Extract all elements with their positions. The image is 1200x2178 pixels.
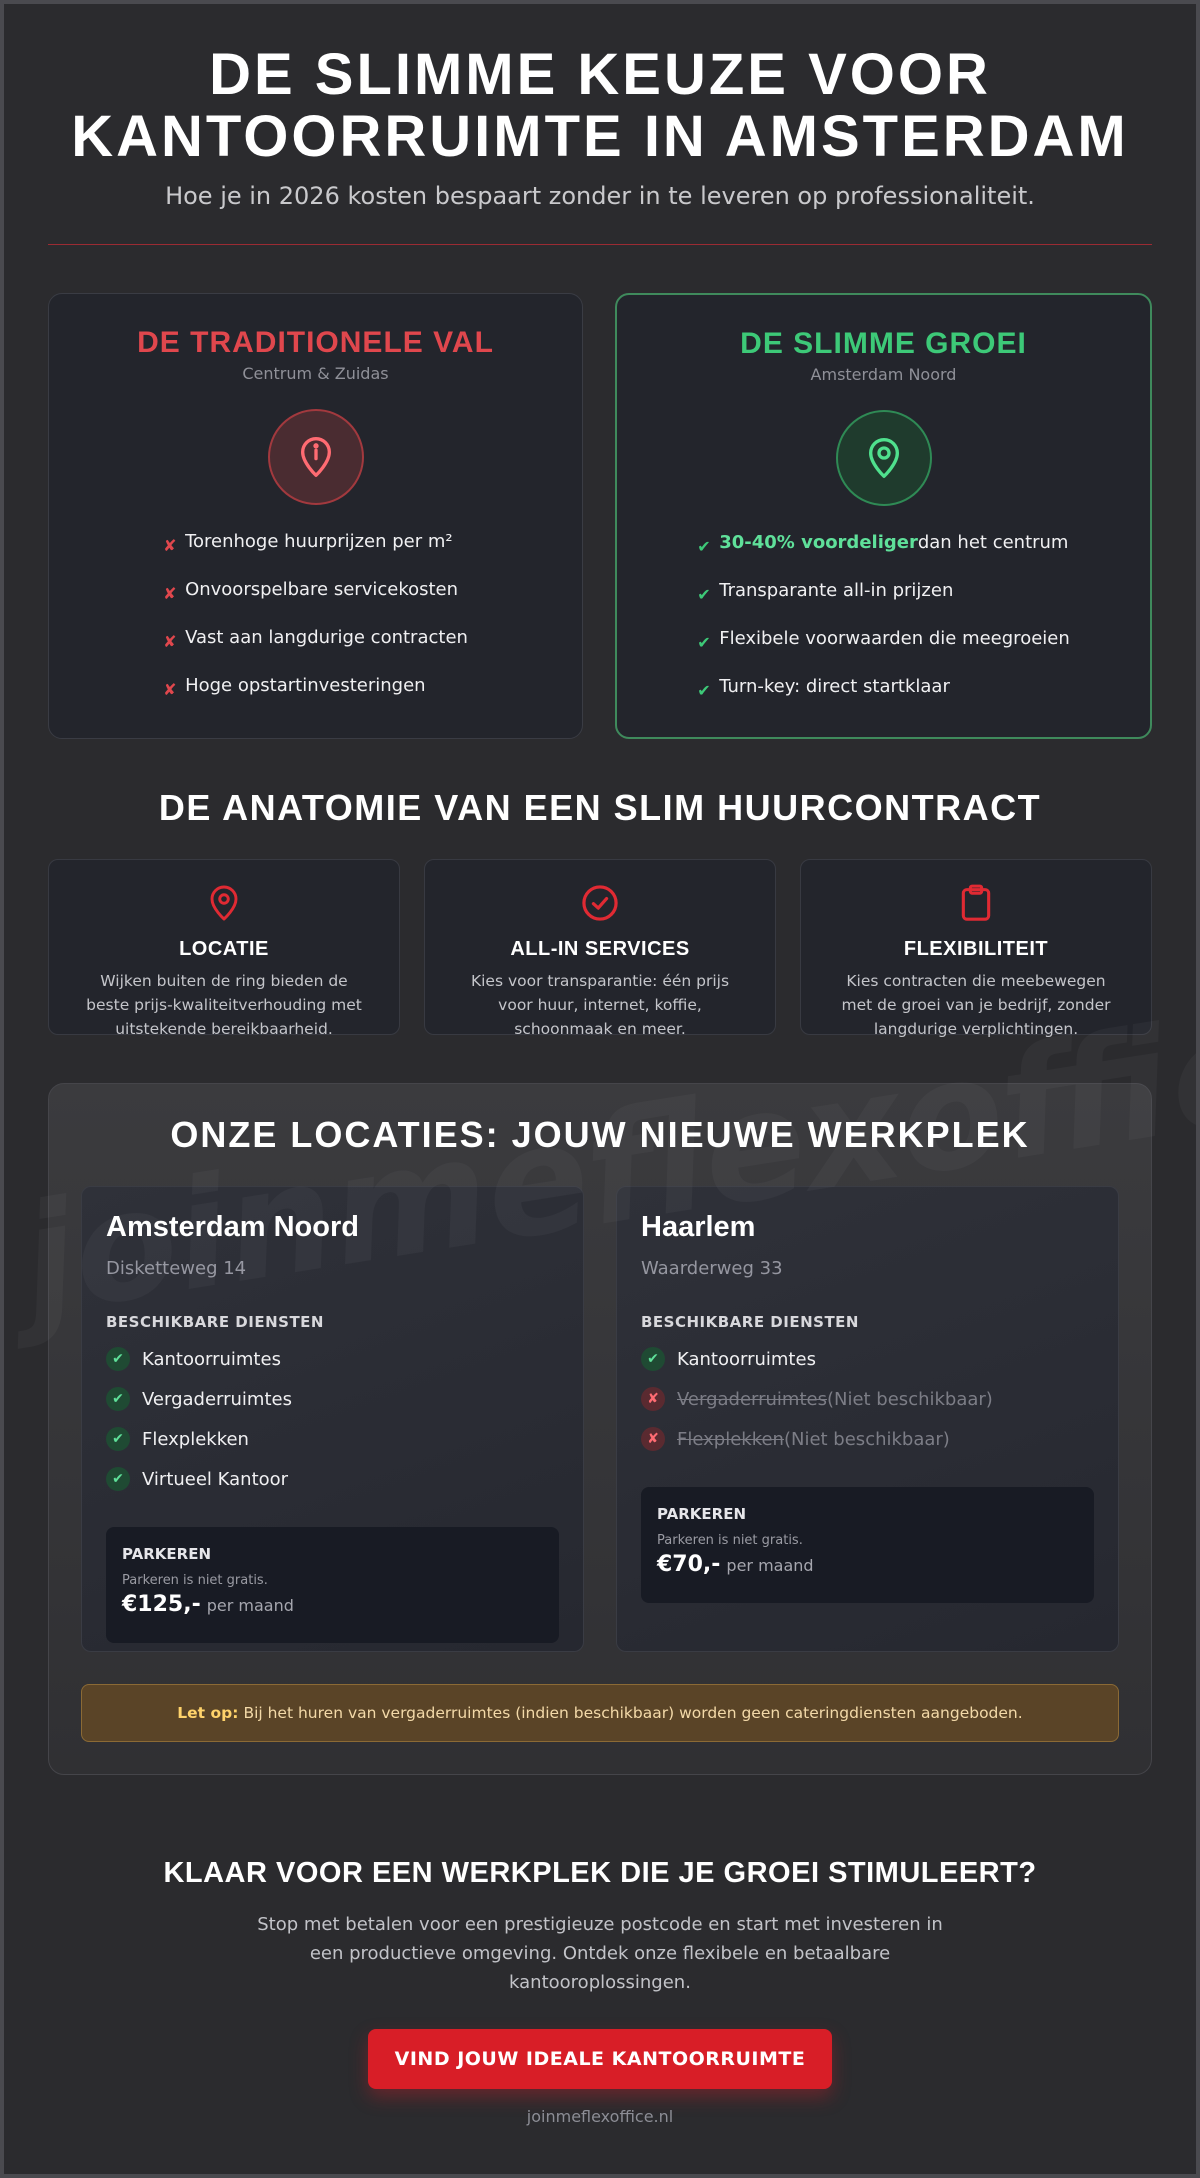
location-address: Disketteweg 14 xyxy=(106,1258,247,1279)
list-item: ✘ Onvoorspelbare servicekosten xyxy=(163,579,459,603)
traditional-card xyxy=(48,293,583,739)
parking-box xyxy=(106,1527,559,1643)
map-pin-icon xyxy=(77,884,371,924)
service-item: ✔ Virtueel Kantoor xyxy=(106,1459,559,1499)
check-circle-icon xyxy=(453,884,747,924)
traditional-list xyxy=(163,531,468,723)
location-name: Amsterdam Noord xyxy=(106,1211,359,1243)
list-item: ✔ Turn-key: direct startklaar xyxy=(697,676,950,700)
cross-icon: ✘ xyxy=(163,584,177,603)
check-icon: ✔ xyxy=(697,537,711,556)
check-icon: ✔ xyxy=(106,1427,130,1451)
anatomy-card-desc: Wijken buiten de ring bieden de beste prijs-kwaliteitverhouding met uitstekende bereikbaarheid. xyxy=(86,972,362,1038)
anatomy-card-flexibiliteit xyxy=(800,859,1152,1038)
anatomy-card-title: ALL-IN SERVICES xyxy=(510,938,690,960)
parking-note: Parkeren is niet gratis. xyxy=(657,1533,803,1548)
anatomy-card-title: FLEXIBILITEIT xyxy=(903,938,1049,960)
anatomy-section xyxy=(4,829,1196,1038)
page-subtitle: Hoe je in 2026 kosten bespaart zonder in te leveren op professionaliteit. xyxy=(165,182,1035,210)
cta-section xyxy=(4,1857,1196,2126)
smart-card xyxy=(615,293,1152,739)
notice-text: Bij het huren van vergaderruimtes (indien beschikbaar) worden geen cateringdiensten aangeboden. xyxy=(243,1704,1023,1722)
cross-icon: ✘ xyxy=(163,680,177,699)
anatomy-card-locatie xyxy=(48,859,400,1038)
cross-icon: ✘ xyxy=(163,632,177,651)
parking-amount: €70,- xyxy=(657,1552,721,1577)
check-icon: ✔ xyxy=(106,1387,130,1411)
parking-price xyxy=(657,1552,1078,1577)
comparison-section xyxy=(4,245,1196,739)
list-item: ✘ Vast aan langdurige contracten xyxy=(163,627,468,651)
services-list xyxy=(641,1339,1094,1459)
map-pin-icon xyxy=(836,410,932,506)
parking-price xyxy=(122,1592,543,1617)
list-item: ✔ 30-40% voordeligerdan het centrum xyxy=(697,532,1069,556)
smart-list xyxy=(697,532,1070,724)
anatomy-card-services xyxy=(424,859,776,1038)
services-heading: BESCHIKBARE DIENSTEN xyxy=(106,1313,324,1331)
cross-icon: ✘ xyxy=(163,536,177,555)
parking-period: per maand xyxy=(206,1596,294,1615)
location-card-noord xyxy=(81,1186,584,1652)
parking-note: Parkeren is niet gratis. xyxy=(122,1573,268,1588)
smart-subtitle: Amsterdam Noord xyxy=(810,365,957,384)
parking-heading: PARKEREN xyxy=(657,1505,746,1523)
footer-url[interactable]: joinmeflexoffice.nl xyxy=(526,2107,674,2126)
services-heading: BESCHIKBARE DIENSTEN xyxy=(641,1313,859,1331)
cta-text: Stop met betalen voor een prestigieuze postcode en start met investeren in een productieve omgeving. Ontdek onze flexibele en betaalbare kantooroplossingen. xyxy=(257,1914,943,1993)
anatomy-card-desc: Kies voor transparantie: één prijs voor huur, internet, koffie, schoonmaak en meer. xyxy=(470,972,730,1038)
service-item: ✔ Kantoorruimtes xyxy=(641,1339,1094,1379)
hero xyxy=(4,4,1196,210)
locations-title: ONZE LOCATIES: JOUW NIEUWE WERKPLEK xyxy=(170,1114,1030,1155)
page-title-line1: DE SLIMME KEUZE VOOR xyxy=(209,42,991,107)
notice-label: Let op: xyxy=(177,1704,239,1722)
anatomy-card-title: LOCATIE xyxy=(179,938,269,960)
anatomy-title: DE ANATOMIE VAN EEN SLIM HUURCONTRACT xyxy=(158,787,1042,828)
cross-icon: ✘ xyxy=(641,1387,665,1411)
list-item: ✘ Hoge opstartinvesteringen xyxy=(163,675,426,699)
check-icon: ✔ xyxy=(697,585,711,604)
traditional-title: DE TRADITIONELE VAL xyxy=(137,326,494,359)
parking-period: per maand xyxy=(726,1556,814,1575)
location-card-haarlem xyxy=(616,1186,1119,1652)
find-office-button[interactable]: VIND JOUW IDEALE KANTOORRUIMTE xyxy=(368,2029,832,2089)
parking-box xyxy=(641,1487,1094,1603)
check-icon: ✔ xyxy=(697,633,711,652)
cross-icon: ✘ xyxy=(641,1427,665,1451)
list-item: ✔ Flexibele voorwaarden die meegroeien xyxy=(697,628,1070,652)
location-name: Haarlem xyxy=(641,1211,756,1243)
smart-title: DE SLIMME GROEI xyxy=(740,327,1027,360)
services-list xyxy=(106,1339,559,1499)
location-address: Waarderweg 33 xyxy=(641,1258,783,1279)
catering-notice xyxy=(81,1684,1119,1742)
list-item: ✘ Torenhoge huurprijzen per m² xyxy=(163,531,453,555)
locations-section xyxy=(48,1083,1152,1775)
traditional-subtitle: Centrum & Zuidas xyxy=(242,364,389,383)
anatomy-card-desc: Kies contracten die meebewegen met de groei van je bedrijf, zonder langdurige verplichtingen. xyxy=(841,972,1111,1038)
check-icon: ✔ xyxy=(106,1467,130,1491)
parking-amount: €125,- xyxy=(122,1592,201,1617)
check-icon: ✔ xyxy=(697,681,711,700)
check-icon: ✔ xyxy=(106,1347,130,1371)
map-pin-info-icon xyxy=(268,409,364,505)
service-item: ✔ Vergaderruimtes xyxy=(106,1379,559,1419)
service-item: ✔ Flexplekken xyxy=(106,1419,559,1459)
check-icon: ✔ xyxy=(641,1347,665,1371)
service-item: ✔ Kantoorruimtes xyxy=(106,1339,559,1379)
service-item-unavailable: ✘ Vergaderruimtes (Niet beschikbaar) xyxy=(641,1379,1094,1419)
parking-heading: PARKEREN xyxy=(122,1545,211,1563)
clipboard-icon xyxy=(829,884,1123,924)
list-item: ✔ Transparante all-in prijzen xyxy=(697,580,954,604)
location-cards xyxy=(81,1186,1119,1652)
service-item-unavailable: ✘ Flexplekken (Niet beschikbaar) xyxy=(641,1419,1094,1459)
page-title-line2: KANTOORRUIMTE IN AMSTERDAM xyxy=(71,104,1129,169)
cta-title: KLAAR VOOR EEN WERKPLEK DIE JE GROEI STIMULEERT? xyxy=(163,1857,1037,1889)
page-title xyxy=(4,44,1196,168)
